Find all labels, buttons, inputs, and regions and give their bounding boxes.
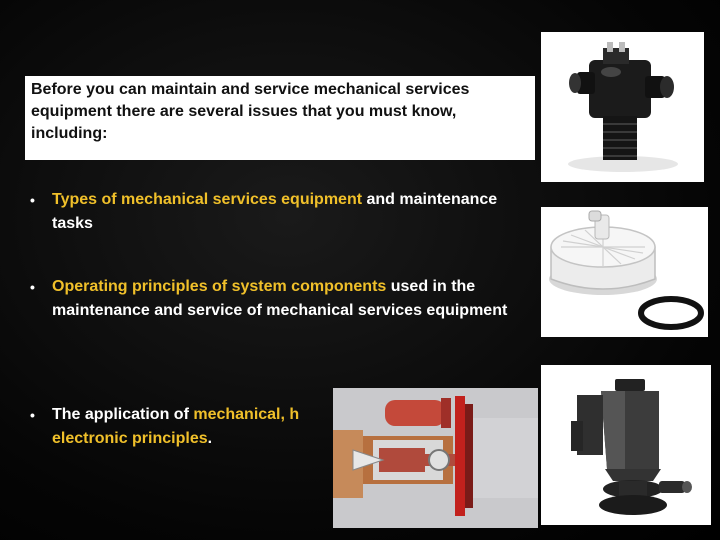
bullet-highlight: Operating principles of system components — [52, 278, 387, 295]
bullet-marker: • — [30, 279, 35, 295]
bullet-rest: and maintenance tasks — [52, 191, 498, 232]
condensate-pump-photo — [541, 365, 711, 525]
bullet-text — [52, 188, 535, 236]
solenoid-valve-icon — [541, 32, 704, 182]
bullet-highlight: mechanical, h — [193, 406, 300, 423]
bullet-operating-principles — [30, 275, 535, 323]
bullet-equipment-types — [30, 188, 535, 236]
bullet-text — [52, 403, 299, 451]
intro-text: Before you can maintain and service mechanical services equipment there are several issues that you must know, including: — [31, 81, 470, 142]
bullet-highlight-2: electronic principles — [52, 430, 208, 447]
bullet-text — [52, 275, 535, 323]
piston-cylinder-icon — [333, 388, 538, 528]
piston-cylinder-diagram — [333, 388, 538, 528]
pump-cap-icon — [541, 207, 708, 337]
bullet-marker: • — [30, 407, 35, 423]
bullet-marker: • — [30, 192, 35, 208]
solenoid-valve-photo — [541, 32, 704, 182]
condensate-pump-icon — [541, 365, 711, 525]
bullet-prefix: The application of — [52, 406, 194, 423]
bullet-highlight: Types of mechanical services equipment — [52, 191, 363, 208]
bullet-suffix: . — [207, 430, 213, 447]
bullet-rest: used in the maintenance and service of mechanical services equipment — [52, 278, 508, 319]
pump-cap-photo — [541, 207, 708, 337]
intro-box — [25, 76, 535, 160]
